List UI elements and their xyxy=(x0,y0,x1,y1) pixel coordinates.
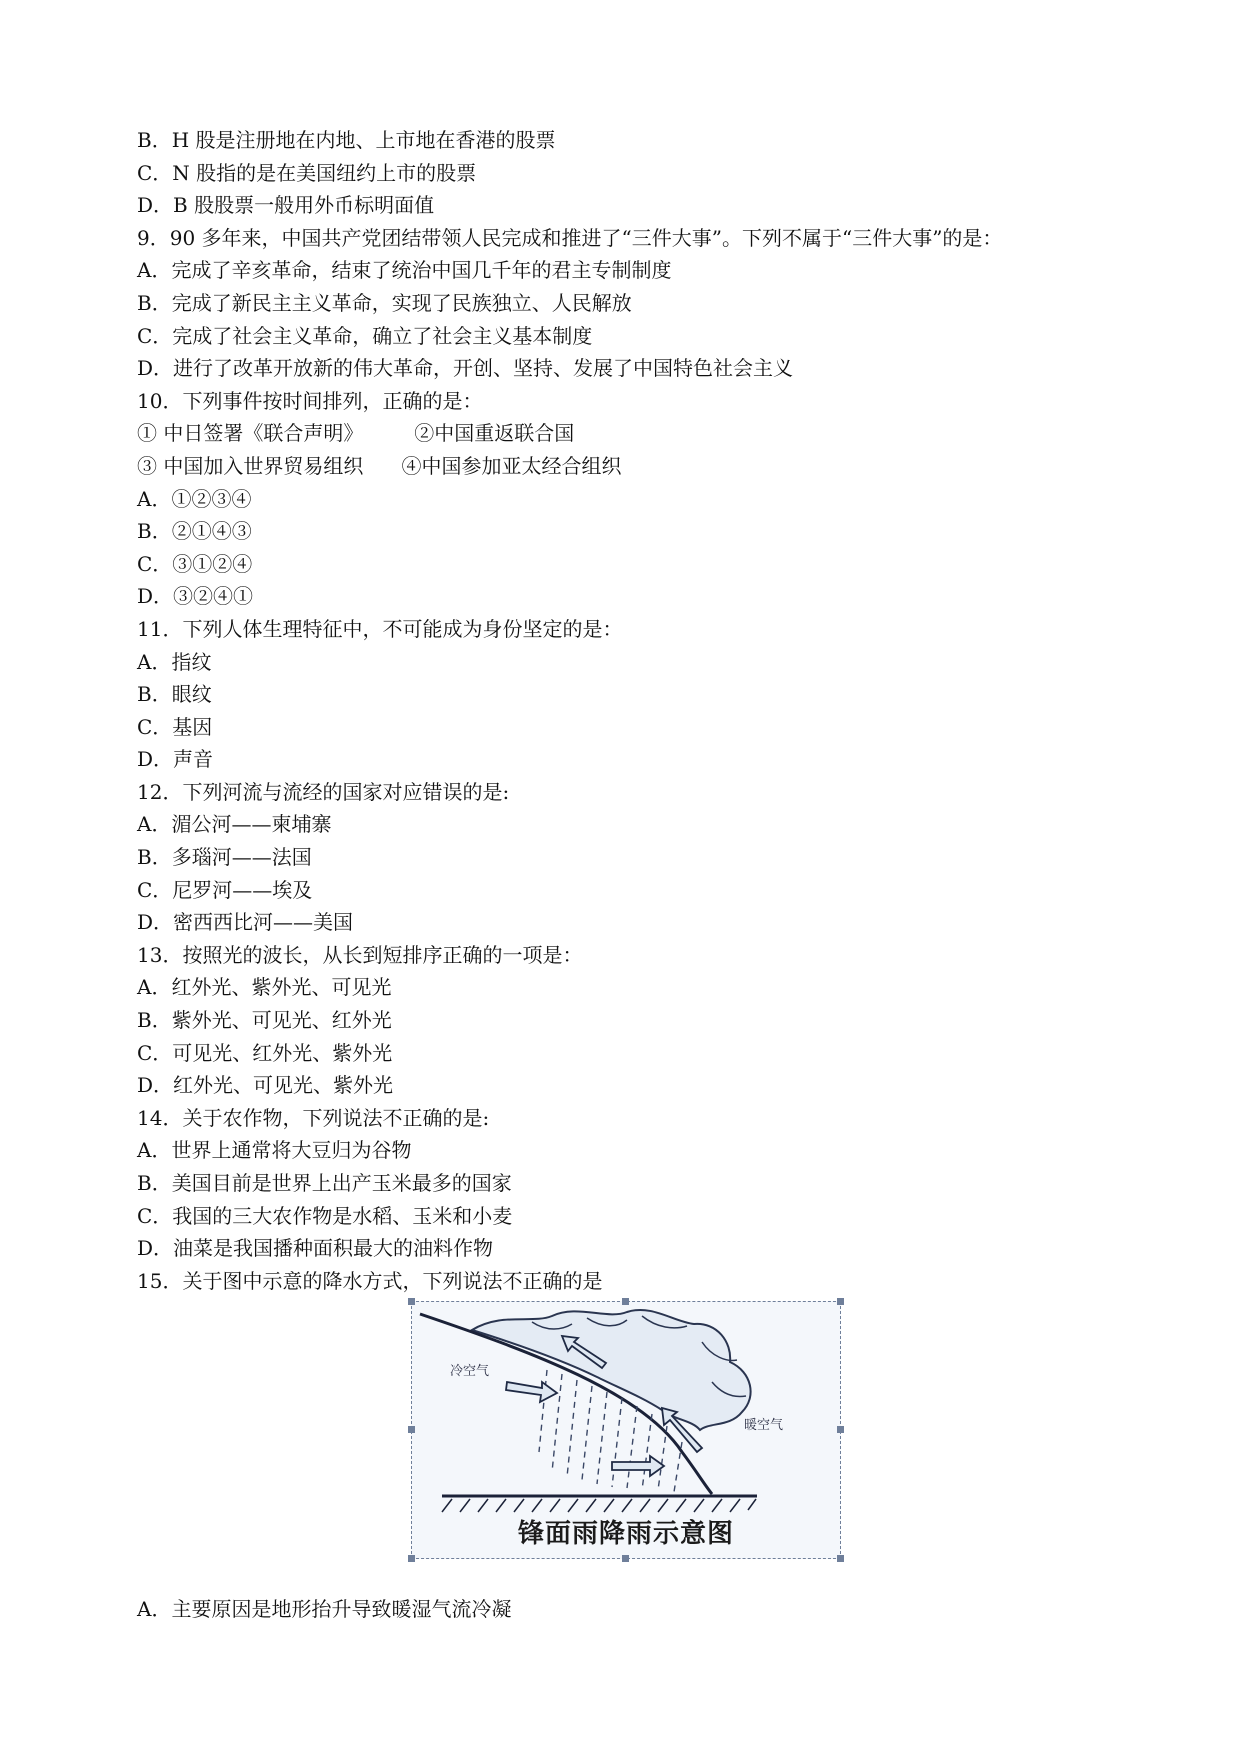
question-text-block-bottom xyxy=(137,1593,1137,1626)
option-line: D．声音 xyxy=(137,747,214,772)
question-stem-13: 13．按照光的波长，从长到短排序正确的一项是： xyxy=(137,942,583,967)
option-line: C．完成了社会主义革命，确立了社会主义基本制度 xyxy=(137,323,593,348)
text-line: B．H 股是注册地在内地、上市地在香港的股票 xyxy=(137,128,556,152)
event-list-line: ③ 中国加入世界贸易组织 ④中国参加亚太经合组织 xyxy=(137,453,622,478)
option-line: B．美国目前是世界上出产玉米最多的国家 xyxy=(137,1171,512,1195)
option-line: D．油菜是我国播种面积最大的油料作物 xyxy=(137,1236,494,1261)
option-line: C．③①②④ xyxy=(137,551,253,576)
option-line: B．紫外光、可见光、红外光 xyxy=(137,1008,392,1033)
text-line: D．B 股股票一般用外币标明面值 xyxy=(137,193,435,218)
option-line: B．眼纹 xyxy=(137,682,212,707)
option-line: B．②①④③ xyxy=(137,519,252,544)
option-line: C．我国的三大农作物是水稻、玉米和小麦 xyxy=(137,1203,513,1228)
resize-handle[interactable] xyxy=(408,1298,415,1305)
resize-handle[interactable] xyxy=(622,1555,629,1562)
option-line: A．红外光、紫外光、可见光 xyxy=(137,975,392,1000)
option-line: D．进行了改革开放新的伟大革命，开创、坚持、发展了中国特色社会主义 xyxy=(137,356,794,381)
question-text-block xyxy=(137,124,1137,1297)
question-stem-11: 11．下列人体生理特征中，不可能成为身份坚定的是： xyxy=(137,616,623,641)
document-page xyxy=(137,124,1137,1626)
frontal-rain-figure[interactable] xyxy=(411,1301,841,1559)
text-line: C．N 股指的是在美国纽约上市的股票 xyxy=(137,160,477,185)
option-line: C．基因 xyxy=(137,714,213,739)
option-line: C．可见光、红外光、紫外光 xyxy=(137,1040,393,1065)
option-line: A．湄公河——柬埔寨 xyxy=(137,812,332,837)
question-stem-10: 10．下列事件按时间排列，正确的是： xyxy=(137,388,483,413)
cold-air-label: 冷空气 xyxy=(450,1364,490,1380)
question-stem-14: 14．关于农作物，下列说法不正确的是: xyxy=(137,1105,490,1130)
resize-handle[interactable] xyxy=(837,1426,844,1433)
option-line: A．①②③④ xyxy=(137,486,252,511)
resize-handle[interactable] xyxy=(837,1298,844,1305)
question-stem-15: 15．关于图中示意的降水方式，下列说法不正确的是 xyxy=(137,1268,603,1293)
option-line: B．完成了新民主主义革命，实现了民族独立、人民解放 xyxy=(137,290,632,315)
resize-handle[interactable] xyxy=(622,1298,629,1305)
warm-air-label: 暖空气 xyxy=(744,1418,784,1434)
option-line: D．密西西比河——美国 xyxy=(137,910,354,935)
option-line: D．③②④① xyxy=(137,584,254,609)
option-line: D．红外光、可见光、紫外光 xyxy=(137,1073,394,1098)
resize-handle[interactable] xyxy=(837,1555,844,1562)
option-line: A．主要原因是地形抬升导致暖湿气流冷凝 xyxy=(137,1597,512,1622)
option-line: A．指纹 xyxy=(137,649,212,674)
option-line: A．世界上通常将大豆归为谷物 xyxy=(137,1138,412,1163)
resize-handle[interactable] xyxy=(408,1426,415,1433)
option-line: A．完成了辛亥革命，结束了统治中国几千年的君主专制制度 xyxy=(137,258,672,283)
option-line: C．尼罗河——埃及 xyxy=(137,877,313,902)
figure-caption: 锋面雨降雨示意图 xyxy=(517,1519,734,1550)
figure-area xyxy=(137,1297,1137,1569)
question-stem-9: 9．90 多年来，中国共产党团结带领人民完成和推进了“三件大事”。下列不属于“三件大事”的是： xyxy=(137,225,1003,250)
option-line: B．多瑙河——法国 xyxy=(137,845,312,870)
event-list-line: ① 中日签署《联合声明》 ②中国重返联合国 xyxy=(137,421,575,446)
resize-handle[interactable] xyxy=(408,1555,415,1562)
question-stem-12: 12．下列河流与流经的国家对应错误的是: xyxy=(137,779,510,804)
